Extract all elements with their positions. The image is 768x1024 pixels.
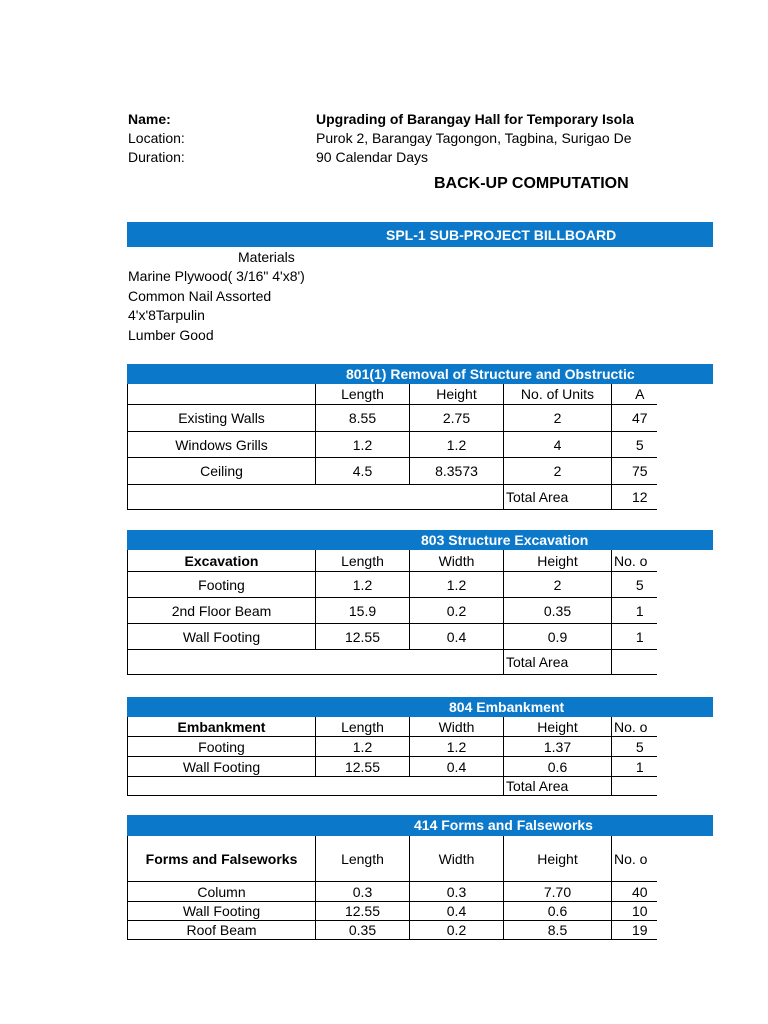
table-row: [128, 598, 658, 624]
row-label: Column: [128, 882, 316, 902]
cell: 0.2: [410, 598, 504, 624]
cell: 8.55: [316, 405, 410, 432]
cell: 1.2: [410, 432, 504, 458]
embankment-section-title: 804 Embankment: [449, 699, 565, 715]
materials-header: Materials: [238, 249, 295, 265]
header-cell: No. o: [612, 550, 658, 572]
total-value: [612, 650, 658, 675]
cell: 1: [612, 598, 658, 624]
location-value: Purok 2, Barangay Tagongon, Tagbina, Surigao De: [316, 130, 632, 146]
cell: 2: [504, 458, 612, 485]
cell: 12.55: [316, 757, 410, 777]
cell: 5: [612, 572, 658, 598]
cell: 2.75: [410, 405, 504, 432]
forms-section-bar: [127, 815, 713, 836]
header-cell: Length: [316, 836, 410, 882]
total-row: [128, 485, 658, 510]
row-label: Wall Footing: [128, 902, 316, 921]
row-label: Footing: [128, 572, 316, 598]
forms-section-title: 414 Forms and Falseworks: [414, 817, 593, 833]
row-label: Ceiling: [128, 458, 316, 485]
row-label: 2nd Floor Beam: [128, 598, 316, 624]
total-row: [128, 650, 658, 675]
cell: 15.9: [316, 598, 410, 624]
cell: 40: [612, 882, 658, 902]
cell: 0.4: [410, 624, 504, 650]
blank-cell: [128, 485, 504, 510]
removal-section-title: 801(1) Removal of Structure and Obstructic: [346, 366, 635, 382]
table-header-row: [128, 836, 658, 882]
header-cell: A: [612, 384, 658, 405]
header-cell: No. of Units: [504, 384, 612, 405]
cell: 0.35: [316, 921, 410, 940]
table-row: [128, 624, 658, 650]
header-cell: Height: [410, 384, 504, 405]
table-row: [128, 458, 658, 485]
cell: 1.2: [316, 737, 410, 757]
cell: 0.2: [410, 921, 504, 940]
table-row: [128, 737, 658, 757]
cell: 0.9: [504, 624, 612, 650]
cell: 5: [612, 737, 658, 757]
table-row: [128, 902, 658, 921]
excavation-table: [127, 549, 657, 675]
spl1-section-bar: [127, 222, 713, 247]
total-label: Total Area: [504, 485, 612, 510]
cell: 0.3: [316, 882, 410, 902]
excavation-section-title: 803 Structure Excavation: [421, 532, 589, 548]
header-cell: Length: [316, 550, 410, 572]
cell: 7.70: [504, 882, 612, 902]
forms-table: [127, 835, 657, 940]
header-cell: Forms and Falseworks: [128, 836, 316, 882]
name-value: Upgrading of Barangay Hall for Temporary Isola: [316, 111, 634, 127]
cell: 0.4: [410, 902, 504, 921]
cell: 47: [612, 405, 658, 432]
page-title: BACK-UP COMPUTATION: [434, 175, 629, 192]
header-cell: Excavation: [128, 550, 316, 572]
material-item: Marine Plywood( 3/16" 4'x8'): [128, 268, 305, 284]
cell: 0.6: [504, 902, 612, 921]
name-label: Name:: [128, 111, 171, 127]
table-row: [128, 405, 658, 432]
table-row: [128, 572, 658, 598]
cell: 1.2: [316, 572, 410, 598]
table-row: [128, 882, 658, 902]
header-cell: [128, 384, 316, 405]
header-cell: Length: [316, 384, 410, 405]
cell: 1.37: [504, 737, 612, 757]
cell: 2: [504, 572, 612, 598]
table-row: [128, 757, 658, 777]
material-item: Lumber Good: [128, 327, 214, 343]
duration-label: Duration:: [128, 149, 185, 165]
cell: 75: [612, 458, 658, 485]
cell: 8.5: [504, 921, 612, 940]
cell: 0.3: [410, 882, 504, 902]
row-label: Windows Grills: [128, 432, 316, 458]
total-value: [612, 777, 658, 796]
table-row: [128, 921, 658, 940]
total-label: Total Area: [504, 777, 612, 796]
blank-cell: [128, 650, 504, 675]
embankment-section-bar: [127, 697, 713, 717]
cell: 1: [612, 624, 658, 650]
location-label: Location:: [128, 130, 185, 146]
cell: 1: [612, 757, 658, 777]
header-cell: Height: [504, 550, 612, 572]
blank-cell: [128, 777, 504, 796]
table-header-row: [128, 717, 658, 737]
material-item: Common Nail Assorted: [128, 288, 272, 304]
header-cell: Embankment: [128, 717, 316, 737]
header-cell: Width: [410, 717, 504, 737]
row-label: Existing Walls: [128, 405, 316, 432]
header-cell: Height: [504, 836, 612, 882]
excavation-section-bar: [127, 530, 713, 550]
total-label: Total Area: [504, 650, 612, 675]
cell: 0.4: [410, 757, 504, 777]
spl1-section-title: SPL-1 SUB-PROJECT BILLBOARD: [386, 227, 617, 243]
header-cell: Width: [410, 550, 504, 572]
total-value: 12: [612, 485, 658, 510]
header-cell: Width: [410, 836, 504, 882]
cell: 5: [612, 432, 658, 458]
cell: 4: [504, 432, 612, 458]
cell: 1.2: [316, 432, 410, 458]
embankment-table: [127, 716, 657, 796]
row-label: Wall Footing: [128, 757, 316, 777]
cell: 10: [612, 902, 658, 921]
cell: 8.3573: [410, 458, 504, 485]
table-row: [128, 432, 658, 458]
total-row: [128, 777, 658, 796]
cell: 2: [504, 405, 612, 432]
header-cell: No. o: [612, 836, 658, 882]
cell: 12.55: [316, 624, 410, 650]
cell: 1.2: [410, 737, 504, 757]
cell: 4.5: [316, 458, 410, 485]
cell: 19: [612, 921, 658, 940]
header-cell: No. o: [612, 717, 658, 737]
header-cell: Height: [504, 717, 612, 737]
cell: 1.2: [410, 572, 504, 598]
row-label: Footing: [128, 737, 316, 757]
cell: 0.35: [504, 598, 612, 624]
removal-section-bar: [127, 364, 713, 384]
cell: 0.6: [504, 757, 612, 777]
material-item: 4'x'8Tarpulin: [128, 307, 205, 323]
row-label: Roof Beam: [128, 921, 316, 940]
table-header-row: [128, 384, 658, 405]
removal-table: [127, 383, 657, 510]
table-header-row: [128, 550, 658, 572]
header-cell: Length: [316, 717, 410, 737]
row-label: Wall Footing: [128, 624, 316, 650]
duration-value: 90 Calendar Days: [316, 149, 429, 165]
cell: 12.55: [316, 902, 410, 921]
